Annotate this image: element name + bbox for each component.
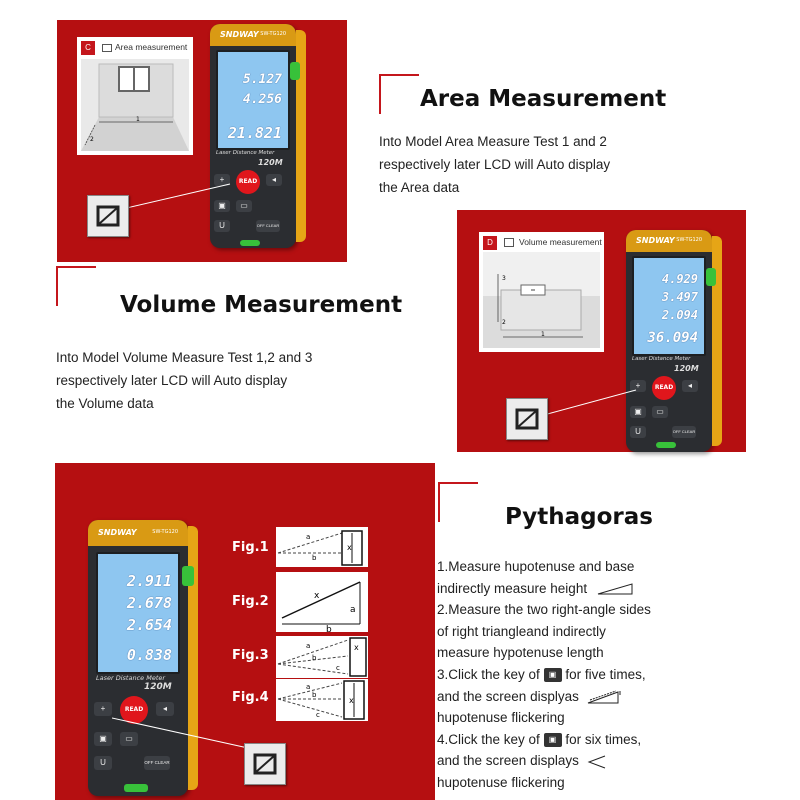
area-line-2: respectively later LCD will Auto display xyxy=(379,157,611,172)
device-range: 120M xyxy=(144,682,172,692)
area-measurement-card xyxy=(77,37,193,155)
plus-button[interactable]: + xyxy=(94,702,112,716)
lcd-reading-1: 5.127 xyxy=(242,72,282,87)
device-label: Laser Distance Meter xyxy=(632,356,691,362)
pyth-line-3: 2.Measure the two right-angle sides xyxy=(437,602,651,618)
svg-text:x: x xyxy=(349,696,354,705)
pythagoras-title-bracket xyxy=(438,482,478,522)
volume-measurement-card xyxy=(479,232,604,352)
pyth-line-9a: 4.Click the key of xyxy=(437,731,540,747)
device-range: 120M xyxy=(674,364,699,373)
svg-text:b: b xyxy=(312,691,317,699)
fig-4-label: Fig.4 xyxy=(232,690,269,705)
svg-text:a: a xyxy=(306,642,311,650)
volume-title: Volume Measurement xyxy=(120,292,403,318)
unit-toggle-button[interactable]: U xyxy=(630,426,646,438)
volume-line-2: respectively later LCD will Auto display xyxy=(56,373,288,388)
card-label: Volume measurement xyxy=(519,237,602,247)
device-model: SW-TG120 xyxy=(152,529,178,535)
svg-text:b: b xyxy=(312,554,317,562)
lcd-reading-3: 2.094 xyxy=(661,308,698,322)
lcd-reading-3: 2.654 xyxy=(126,616,172,634)
function-button[interactable]: ▣ xyxy=(94,732,112,746)
device-model: SW-TG120 xyxy=(260,31,286,37)
off-clear-button[interactable]: OFF CLEAR xyxy=(256,220,280,232)
pointer-line xyxy=(112,716,252,756)
area-description xyxy=(379,130,610,199)
svg-text:a: a xyxy=(306,683,311,691)
unit-button[interactable]: ▭ xyxy=(652,406,668,418)
speaker-button[interactable]: ◂ xyxy=(156,702,174,716)
device-lcd xyxy=(632,256,706,356)
pythagoras-title: Pythagoras xyxy=(505,504,653,530)
svg-text:1: 1 xyxy=(541,331,545,338)
svg-text:x: x xyxy=(314,591,320,601)
bottom-level xyxy=(240,240,260,246)
fig-3-label: Fig.3 xyxy=(232,648,269,663)
speaker-button[interactable]: ◂ xyxy=(682,380,698,392)
svg-text:a: a xyxy=(306,533,311,541)
svg-text:x: x xyxy=(347,543,352,552)
bubble-level xyxy=(182,566,194,586)
svg-text:a: a xyxy=(350,605,356,615)
svg-text:2: 2 xyxy=(90,136,94,143)
volume-line-1: Into Model Volume Measure Test 1,2 and 3 xyxy=(56,350,313,365)
area-title-bracket xyxy=(379,74,419,114)
lcd-reading-3: 21.821 xyxy=(227,124,282,142)
pythagoras-description xyxy=(437,556,651,794)
pyth-line-2: indirectly measure height xyxy=(437,580,588,596)
triangle-height-icon xyxy=(597,583,633,595)
pyth-line-10-row xyxy=(437,750,651,772)
pyth-line-6a: 3.Click the key of xyxy=(437,666,540,682)
volume-line-3: the Volume data xyxy=(56,396,154,411)
svg-text:2: 2 xyxy=(502,319,506,326)
fig-2-diagram xyxy=(276,572,368,632)
fig-1-diagram xyxy=(276,527,368,567)
lcd-reading-2: 2.678 xyxy=(126,594,172,612)
area-line-1: Into Model Area Measure Test 1 and 2 xyxy=(379,134,607,149)
lcd-reading-1: 2.911 xyxy=(126,572,172,590)
volume-description xyxy=(56,346,312,415)
lcd-reading-1: 4.929 xyxy=(661,272,698,286)
unit-toggle-button[interactable]: U xyxy=(214,220,230,232)
svg-text:b: b xyxy=(312,654,317,662)
off-clear-button[interactable]: OFF CLEAR xyxy=(144,756,170,770)
room-floor-illustration xyxy=(81,59,189,151)
lcd-reading-2: 4.256 xyxy=(242,92,282,107)
device-lcd xyxy=(96,552,180,674)
speaker-button[interactable]: ◂ xyxy=(266,174,282,186)
function-key-icon xyxy=(244,743,286,785)
device-range: 120M xyxy=(258,158,283,167)
pyth-line-11: hupotenuse flickering xyxy=(437,774,565,790)
device-brand: SNDWAY xyxy=(98,528,137,537)
pointer-line xyxy=(540,386,640,426)
triangle-hypotenuse-icon xyxy=(587,690,621,704)
pyth-line-9-row xyxy=(437,729,651,751)
svg-text:c: c xyxy=(336,664,340,672)
card-letter-badge: D xyxy=(483,236,497,250)
pyth-line-2-row xyxy=(437,578,651,600)
function-key-inline-icon: ▣ xyxy=(544,668,562,682)
pyth-line-4: of right triangleand indirectly xyxy=(437,623,606,639)
function-button[interactable]: ▣ xyxy=(214,200,230,212)
area-title: Area Measurement xyxy=(420,86,667,112)
pyth-line-1: 1.Measure hupotenuse and base xyxy=(437,559,635,574)
device-model: SW-TG120 xyxy=(676,237,702,243)
bottom-level xyxy=(124,784,148,792)
off-clear-button[interactable]: OFF CLEAR xyxy=(672,426,696,438)
pyth-line-5: measure hypotenuse length xyxy=(437,645,604,661)
fig-1-label: Fig.1 xyxy=(232,540,269,555)
pyth-line-7: and the screen displyas xyxy=(437,688,579,704)
fig-2-label: Fig.2 xyxy=(232,594,269,609)
volume-title-bracket xyxy=(56,266,96,306)
svg-text:x: x xyxy=(354,643,359,652)
pointer-line xyxy=(118,180,238,220)
unit-button[interactable]: ▭ xyxy=(120,732,138,746)
svg-text:3: 3 xyxy=(502,275,506,282)
lcd-reading-4: 0.838 xyxy=(126,646,172,664)
fig-4-diagram xyxy=(276,679,368,721)
lcd-reading-2: 3.497 xyxy=(661,290,698,304)
area-line-3: the Area data xyxy=(379,180,460,195)
function-key-icon xyxy=(506,398,548,440)
pyth-line-8: hupotenuse flickering xyxy=(437,710,565,726)
read-button[interactable]: READ xyxy=(236,170,260,194)
read-button[interactable]: READ xyxy=(652,376,676,400)
pyth-line-6-row xyxy=(437,664,651,686)
triangle-split-icon xyxy=(587,755,607,769)
function-key-icon xyxy=(87,195,129,237)
volume-mode-icon xyxy=(504,238,514,247)
area-mode-icon xyxy=(102,44,112,52)
pyth-line-10: and the screen displays xyxy=(437,753,579,769)
card-label: Area measurement xyxy=(115,42,188,52)
pyth-line-9b: for six times, xyxy=(565,731,642,747)
fig-3-diagram xyxy=(276,636,368,678)
bubble-level xyxy=(290,62,300,80)
device-label: Laser Distance Meter xyxy=(96,674,166,682)
unit-toggle-button[interactable]: U xyxy=(94,756,112,770)
plus-button[interactable]: + xyxy=(630,380,646,392)
plus-button[interactable]: + xyxy=(214,174,230,186)
card-letter-badge: C xyxy=(81,41,95,55)
read-button[interactable]: READ xyxy=(120,696,148,724)
bottom-level xyxy=(656,442,676,448)
function-key-inline-icon: ▣ xyxy=(544,733,562,747)
pyth-line-7-row xyxy=(437,686,651,708)
unit-button[interactable]: ▭ xyxy=(236,200,252,212)
device-lcd xyxy=(216,50,290,150)
svg-text:c: c xyxy=(316,711,320,719)
svg-text:b: b xyxy=(326,625,332,632)
pyth-line-6b: for five times, xyxy=(565,666,646,682)
function-button[interactable]: ▣ xyxy=(630,406,646,418)
lcd-reading-4: 36.094 xyxy=(647,330,698,346)
svg-text:1: 1 xyxy=(136,116,140,123)
room-volume-illustration xyxy=(483,252,600,348)
device-brand: SNDWAY xyxy=(636,236,675,245)
bubble-level xyxy=(706,268,716,286)
device-label: Laser Distance Meter xyxy=(216,150,275,156)
device-brand: SNDWAY xyxy=(220,30,259,39)
